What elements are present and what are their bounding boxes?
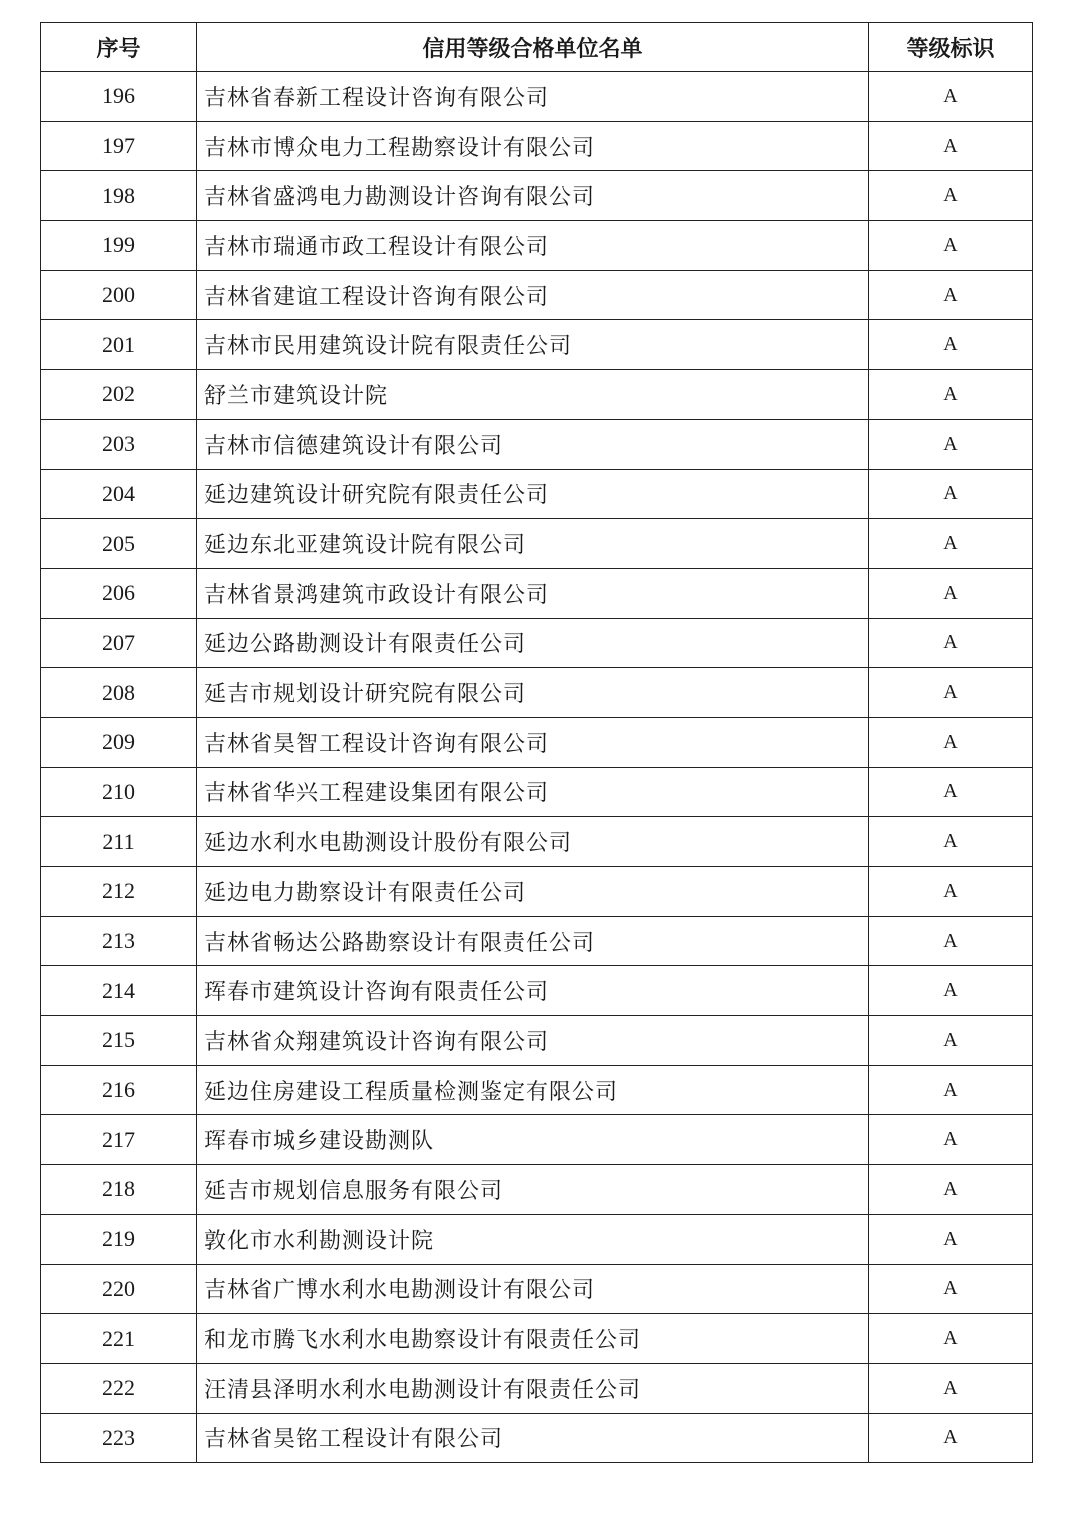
header-name: 信用等级合格单位名单 <box>197 23 869 72</box>
row-seq: 207 <box>41 618 197 668</box>
row-grade: A <box>869 817 1033 867</box>
table-row <box>41 72 1033 122</box>
row-seq: 214 <box>41 966 197 1016</box>
row-company-name: 延边东北亚建筑设计院有限公司 <box>197 519 869 569</box>
row-seq: 199 <box>41 221 197 271</box>
row-company-name: 吉林省昊智工程设计咨询有限公司 <box>197 717 869 767</box>
row-company-name: 延边电力勘察设计有限责任公司 <box>197 867 869 917</box>
row-grade: A <box>869 1016 1033 1066</box>
row-seq: 204 <box>41 469 197 519</box>
row-company-name: 珲春市城乡建设勘测队 <box>197 1115 869 1165</box>
row-grade: A <box>869 1165 1033 1215</box>
table-row <box>41 817 1033 867</box>
row-company-name: 珲春市建筑设计咨询有限责任公司 <box>197 966 869 1016</box>
table-row <box>41 1016 1033 1066</box>
row-grade: A <box>869 717 1033 767</box>
row-grade: A <box>869 867 1033 917</box>
row-company-name: 吉林市信德建筑设计有限公司 <box>197 419 869 469</box>
row-grade: A <box>869 419 1033 469</box>
row-grade: A <box>869 1065 1033 1115</box>
table-row <box>41 1363 1033 1413</box>
row-grade: A <box>869 668 1033 718</box>
row-grade: A <box>869 1413 1033 1463</box>
row-company-name: 吉林省景鸿建筑市政设计有限公司 <box>197 568 869 618</box>
row-company-name: 和龙市腾飞水利水电勘察设计有限责任公司 <box>197 1314 869 1364</box>
row-seq: 206 <box>41 568 197 618</box>
table-row <box>41 668 1033 718</box>
row-grade: A <box>869 121 1033 171</box>
row-seq: 201 <box>41 320 197 370</box>
row-grade: A <box>869 270 1033 320</box>
row-grade: A <box>869 1214 1033 1264</box>
table-row <box>41 519 1033 569</box>
row-grade: A <box>869 1314 1033 1364</box>
row-company-name: 汪清县泽明水利水电勘测设计有限责任公司 <box>197 1363 869 1413</box>
row-company-name: 舒兰市建筑设计院 <box>197 370 869 420</box>
row-seq: 202 <box>41 370 197 420</box>
row-grade: A <box>869 469 1033 519</box>
table-row <box>41 568 1033 618</box>
row-company-name: 吉林省盛鸿电力勘测设计咨询有限公司 <box>197 171 869 221</box>
row-seq: 216 <box>41 1065 197 1115</box>
table-row <box>41 916 1033 966</box>
table-row <box>41 1413 1033 1463</box>
row-company-name: 延边公路勘测设计有限责任公司 <box>197 618 869 668</box>
table-row <box>41 469 1033 519</box>
table-row <box>41 320 1033 370</box>
row-seq: 219 <box>41 1214 197 1264</box>
row-seq: 196 <box>41 72 197 122</box>
table-row <box>41 1214 1033 1264</box>
table-row <box>41 1264 1033 1314</box>
table-row <box>41 867 1033 917</box>
row-seq: 209 <box>41 717 197 767</box>
row-company-name: 吉林省广博水利水电勘测设计有限公司 <box>197 1264 869 1314</box>
row-grade: A <box>869 320 1033 370</box>
row-company-name: 延吉市规划信息服务有限公司 <box>197 1165 869 1215</box>
row-seq: 222 <box>41 1363 197 1413</box>
row-company-name: 吉林省昊铭工程设计有限公司 <box>197 1413 869 1463</box>
header-grade: 等级标识 <box>869 23 1033 72</box>
row-grade: A <box>869 618 1033 668</box>
table-header <box>41 23 1033 72</box>
row-seq: 210 <box>41 767 197 817</box>
row-seq: 215 <box>41 1016 197 1066</box>
credit-list-table <box>40 22 1033 1463</box>
table-row <box>41 270 1033 320</box>
row-grade: A <box>869 1115 1033 1165</box>
table-row <box>41 1314 1033 1364</box>
row-company-name: 吉林省畅达公路勘察设计有限责任公司 <box>197 916 869 966</box>
table-row <box>41 717 1033 767</box>
row-company-name: 吉林市博众电力工程勘察设计有限公司 <box>197 121 869 171</box>
row-seq: 220 <box>41 1264 197 1314</box>
table-row <box>41 370 1033 420</box>
row-company-name: 吉林市瑞通市政工程设计有限公司 <box>197 221 869 271</box>
row-company-name: 延边住房建设工程质量检测鉴定有限公司 <box>197 1065 869 1115</box>
table-row <box>41 171 1033 221</box>
table-row <box>41 767 1033 817</box>
row-company-name: 吉林省建谊工程设计咨询有限公司 <box>197 270 869 320</box>
table-body <box>41 72 1033 1463</box>
row-company-name: 吉林省华兴工程建设集团有限公司 <box>197 767 869 817</box>
table-row <box>41 1165 1033 1215</box>
row-seq: 218 <box>41 1165 197 1215</box>
table-row <box>41 966 1033 1016</box>
row-seq: 221 <box>41 1314 197 1364</box>
table-row <box>41 419 1033 469</box>
row-grade: A <box>869 916 1033 966</box>
row-seq: 203 <box>41 419 197 469</box>
row-grade: A <box>869 72 1033 122</box>
row-grade: A <box>869 767 1033 817</box>
row-grade: A <box>869 1363 1033 1413</box>
table-row <box>41 221 1033 271</box>
row-seq: 197 <box>41 121 197 171</box>
row-company-name: 吉林市民用建筑设计院有限责任公司 <box>197 320 869 370</box>
row-grade: A <box>869 1264 1033 1314</box>
row-company-name: 延边建筑设计研究院有限责任公司 <box>197 469 869 519</box>
row-seq: 217 <box>41 1115 197 1165</box>
table-row <box>41 1065 1033 1115</box>
row-company-name: 吉林省春新工程设计咨询有限公司 <box>197 72 869 122</box>
row-seq: 208 <box>41 668 197 718</box>
table-row <box>41 121 1033 171</box>
row-seq: 212 <box>41 867 197 917</box>
row-company-name: 吉林省众翔建筑设计咨询有限公司 <box>197 1016 869 1066</box>
row-grade: A <box>869 370 1033 420</box>
row-seq: 211 <box>41 817 197 867</box>
row-seq: 213 <box>41 916 197 966</box>
row-company-name: 延吉市规划设计研究院有限公司 <box>197 668 869 718</box>
header-row <box>41 23 1033 72</box>
row-seq: 198 <box>41 171 197 221</box>
header-seq: 序号 <box>41 23 197 72</box>
row-seq: 200 <box>41 270 197 320</box>
row-grade: A <box>869 966 1033 1016</box>
table-row <box>41 1115 1033 1165</box>
row-grade: A <box>869 171 1033 221</box>
table-row <box>41 618 1033 668</box>
row-seq: 223 <box>41 1413 197 1463</box>
row-company-name: 延边水利水电勘测设计股份有限公司 <box>197 817 869 867</box>
row-company-name: 敦化市水利勘测设计院 <box>197 1214 869 1264</box>
row-seq: 205 <box>41 519 197 569</box>
row-grade: A <box>869 568 1033 618</box>
row-grade: A <box>869 519 1033 569</box>
row-grade: A <box>869 221 1033 271</box>
